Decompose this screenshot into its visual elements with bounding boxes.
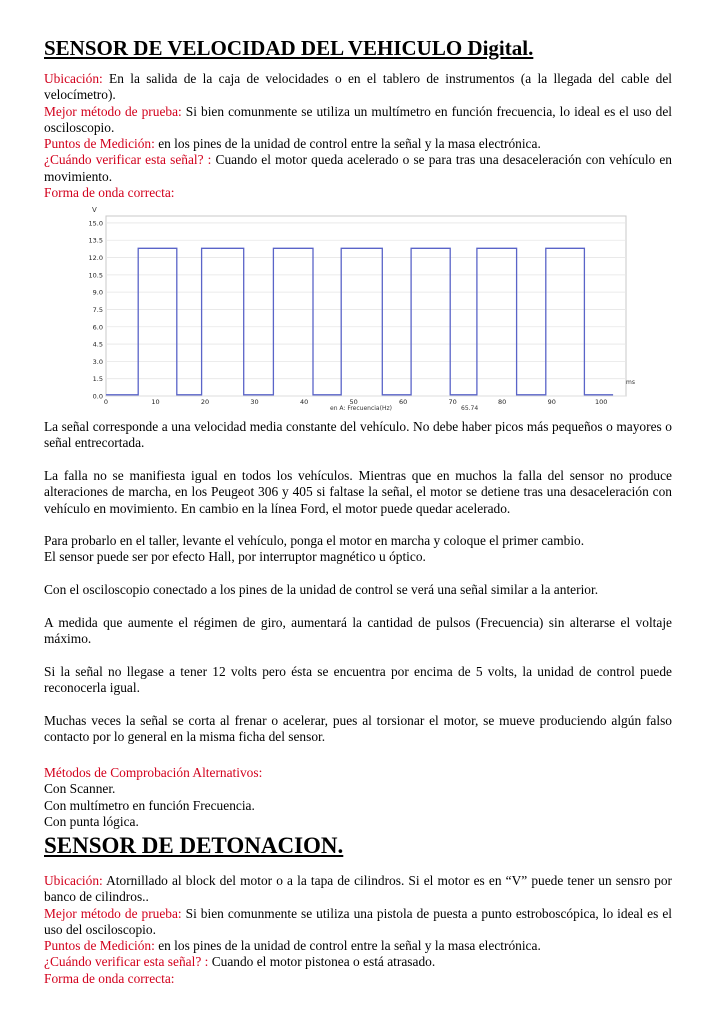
x-tick-label: 30 — [250, 398, 259, 406]
alt-item-logic-probe: Con punta lógica. — [44, 813, 139, 829]
s2-puntos-text: en los pines de la unidad de control entre la señal y la masa electrónica. — [154, 938, 541, 954]
cuando-label: ¿Cuándo verificar esta señal? : — [44, 152, 212, 168]
alt-methods-label: Métodos de Comprobación Alternativos: — [44, 765, 263, 780]
y-tick-label: 10.5 — [88, 271, 103, 280]
paragraph-7: Si la señal no llegase a tener 12 volts pero ésta se encuentra por encima de 5 volts, la unidad de control puede reconocerla igual. — [44, 664, 672, 696]
puntos-text: en los pines de la unidad de control entre la señal y la masa electrónica. — [154, 136, 541, 152]
section2-title: SENSOR DE DETONACION. — [44, 833, 344, 858]
ubicacion-text: En la salida de la caja de velocidades o en el tablero de instrumentos (a la llegada del cable del velocímetro). — [44, 71, 672, 103]
forma-label: Forma de onda correcta: — [44, 185, 175, 201]
paragraph-2: La falla no se manifiesta igual en todos los vehículos. Mientras que en muchos la falla del sensor no produce alteraciones de marcha, en los Peugeot 306 y 405 si faltase la señal, el motor se detiene tras una desaceleración con vehículo en movimiento. En cambio en la línea Ford, el motor puede quedar acelerado. — [44, 468, 672, 516]
y-tick-label: 0.0 — [92, 392, 103, 401]
section2-info — [44, 873, 672, 987]
paragraph-3-group — [44, 533, 672, 566]
x-unit-label: ms — [626, 379, 635, 386]
s2-puntos-line — [44, 938, 672, 954]
paragraph-4: El sensor puede ser por efecto Hall, por interruptor magnético u óptico. — [44, 549, 426, 565]
s2-metodo-text: Si bien comunmente se utiliza una pistola de puesta a punto estroboscópica, lo ideal es el uso del osciloscopio. — [44, 905, 672, 937]
y-tick-label: 9.0 — [92, 288, 103, 297]
x-tick-label: 60 — [399, 398, 408, 406]
x-tick-label: 90 — [547, 398, 556, 406]
alternative-methods — [44, 765, 672, 830]
y-tick-label: 4.5 — [92, 340, 103, 349]
paragraph-5: Con el osciloscopio conectado a los pines de la unidad de control se verá una señal similar a la anterior. — [44, 582, 599, 597]
paragraph-1: La señal corresponde a una velocidad media constante del vehículo. No debe haber picos más pequeños o mayores o señal entrecortada. — [44, 419, 672, 451]
metodo-text: Si bien comunmente se utiliza un multímetro en función frecuencia, lo ideal es el uso del osciloscopio. — [44, 103, 672, 135]
y-tick-label: 6.0 — [92, 323, 103, 332]
metodo-label: Mejor método de prueba: — [44, 103, 182, 119]
s2-cuando-line — [44, 954, 672, 970]
x-tick-label: 20 — [200, 398, 210, 406]
s2-metodo-line — [44, 906, 672, 939]
paragraph-3: Para probarlo en el taller, levante el vehículo, ponga el motor en marcha y coloque el primer cambio. — [44, 533, 585, 548]
x-tick-label: 70 — [448, 398, 457, 406]
y-tick-label: 1.5 — [92, 375, 103, 384]
s2-forma-label: Forma de onda correcta: — [44, 970, 175, 986]
y-tick-label: 12.0 — [88, 254, 103, 263]
ubicacion-label: Ubicación: — [44, 71, 103, 86]
x-tick-label: 40 — [299, 398, 309, 406]
plot-area — [106, 216, 626, 396]
x-tick-label: 50 — [349, 398, 358, 406]
paragraph-8: Muchas veces la señal se corta al frenar o acelerar, pues al torsionar el motor, se mueve produciendo algún falso contacto por lo general en la misma ficha del sensor. — [44, 713, 672, 745]
cuando-line — [44, 152, 672, 185]
s2-cuando-text: Cuando el motor pistonea o está atrasado. — [208, 954, 436, 970]
frequency-readout: 65.74 — [461, 405, 479, 412]
s2-ubicacion-label: Ubicación: — [44, 873, 103, 888]
s2-cuando-label: ¿Cuándo verificar esta señal? : — [44, 954, 209, 970]
metodo-line — [44, 104, 672, 137]
puntos-label: Puntos de Medición: — [44, 136, 155, 152]
s2-metodo-label: Mejor método de prueba: — [44, 905, 182, 921]
y-tick-label: 3.0 — [92, 357, 103, 366]
y-tick-labels — [89, 219, 103, 400]
alt-item-scanner: Con Scanner. — [44, 781, 116, 797]
s2-puntos-label: Puntos de Medición: — [44, 938, 155, 954]
x-tick-label: 10 — [151, 398, 160, 406]
puntos-line — [44, 136, 672, 152]
y-tick-label: 7.5 — [92, 305, 103, 314]
ubicacion-line — [44, 71, 672, 104]
cuando-text: Cuando el motor queda acelerado o se para tras una desaceleración con vehículo en movimiento. — [44, 152, 672, 184]
section1-title: SENSOR DE VELOCIDAD DEL VEHICULO Digital. — [44, 36, 534, 60]
x-tick-label: 100 — [595, 398, 608, 406]
s2-ubicacion-line — [44, 873, 672, 906]
waveform-chart — [78, 204, 644, 412]
y-unit-label: V — [92, 206, 97, 214]
x-tick-label: 0 — [103, 398, 109, 406]
s2-ubicacion-text: Atornillado al block del motor o a la tapa de cilindros. Si el motor es en “V” puede tener un sensro por banco de cilindros.. — [44, 873, 672, 905]
x-tick-label: 80 — [498, 398, 507, 406]
section1-info — [44, 71, 672, 201]
y-tick-label: 13.5 — [88, 236, 103, 245]
alt-item-multimeter: Con multímetro en función Frecuencia. — [44, 797, 255, 813]
x-axis-label: en A: Frecuencia(Hz) — [330, 405, 392, 412]
paragraph-6: A medida que aumente el régimen de giro, aumentará la cantidad de pulsos (Frecuencia) sin alterarse el voltaje máximo. — [44, 615, 672, 647]
y-tick-label: 15.0 — [88, 219, 103, 228]
